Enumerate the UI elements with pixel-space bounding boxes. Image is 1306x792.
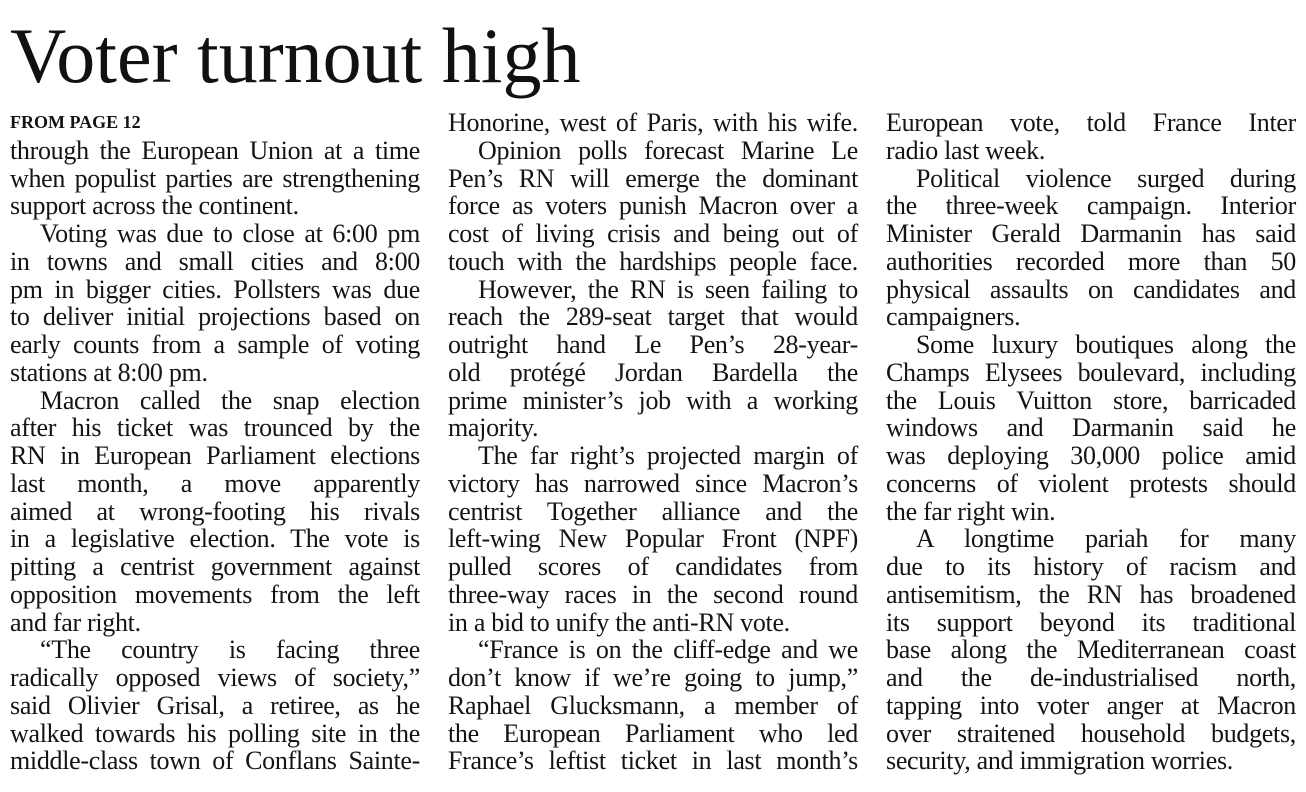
headline: Voter turnout high — [10, 12, 581, 99]
text-line: last month, a move apparently — [10, 468, 420, 498]
text-line: when populist parties are strengthening — [10, 163, 420, 193]
text-line: radio last week. — [886, 135, 1046, 165]
text-line: Some luxury boutiques along the — [916, 330, 1296, 359]
text-line: Opinion polls forecast Marine Le — [478, 135, 858, 165]
text-line: support across the continent. — [10, 191, 299, 221]
text-line: majority. — [448, 413, 539, 443]
text-line: “France is on the cliff-edge and we — [478, 635, 858, 665]
text-line: The far right’s projected margin of — [478, 441, 858, 470]
text-line: However, the RN is seen failing to — [478, 274, 858, 304]
text-line: antisemitism, the RN has broadened — [886, 579, 1296, 609]
text-line: and the de-industrialised north, — [886, 663, 1296, 692]
text-line: old protégé Jordan Bardella the — [448, 357, 858, 387]
text-line: after his ticket was trounced by the — [10, 413, 420, 443]
text-line: and far right. — [10, 607, 141, 637]
text-line: RN in European Parliament elections — [10, 441, 420, 470]
text-line: radically opposed views of society,” — [10, 663, 420, 692]
text-line: reach the 289-seat target that would — [448, 302, 858, 332]
text-line: pitting a centrist government against — [10, 552, 420, 581]
text-line: Voting was due to close at 6:00 pm — [40, 219, 420, 248]
text-line: pulled scores of candidates from — [448, 552, 858, 581]
text-line: don’t know if we’re going to jump,” — [448, 663, 858, 692]
text-line: was deploying 30,000 police amid — [886, 441, 1296, 470]
article-column — [448, 109, 858, 775]
text-line: Minister Gerald Darmanin has said — [886, 219, 1296, 248]
text-line: touch with the hardships people face. — [448, 246, 858, 276]
text-line: Raphael Glucksmann, a member of — [448, 690, 858, 720]
text-line: three-way races in the second round — [448, 579, 858, 609]
text-line: the European Parliament who led — [448, 718, 858, 748]
text-line: France’s leftist ticket in last month’s — [448, 746, 858, 776]
text-line: prime minister’s job with a working — [448, 385, 858, 415]
text-line: “The country is facing three — [40, 635, 420, 665]
text-line: aimed at wrong-footing his rivals — [10, 496, 420, 526]
text-line: authorities recorded more than 50 — [886, 246, 1296, 276]
text-line: through the European Union at a time — [10, 135, 420, 165]
text-line: pm in bigger cities. Pollsters was due — [10, 274, 420, 304]
text-line: middle-class town of Conflans Sainte- — [10, 746, 420, 776]
text-line: in a legislative election. The vote is — [10, 524, 420, 554]
text-line: European vote, told France Inter — [886, 108, 1296, 137]
text-line: its support beyond its traditional — [886, 607, 1296, 637]
text-line: opposition movements from the left — [10, 579, 420, 609]
text-line: early counts from a sample of voting — [10, 330, 420, 359]
text-line: in a bid to unify the anti-RN vote. — [448, 607, 790, 637]
text-line: concerns of violent protests should — [886, 468, 1296, 498]
text-line: force as voters punish Macron over a — [448, 191, 858, 221]
text-line: over straitened household budgets, — [886, 718, 1296, 748]
text-line: in towns and small cities and 8:00 — [10, 246, 420, 276]
article-column — [886, 109, 1296, 775]
text-line: security, and immigration worries. — [886, 746, 1233, 776]
text-line: Political violence surged during — [916, 163, 1296, 193]
text-line: the far right win. — [886, 496, 1056, 526]
kicker: FROM PAGE 12 — [10, 112, 141, 132]
text-line: Pen’s RN will emerge the dominant — [448, 163, 858, 193]
text-line: base along the Mediterranean coast — [886, 635, 1296, 665]
text-line: physical assaults on candidates and — [886, 274, 1296, 304]
text-line: said Olivier Grisal, a retiree, as he — [10, 690, 420, 720]
text-line: campaigners. — [886, 302, 1021, 332]
text-line: the three-week campaign. Interior — [886, 191, 1296, 221]
text-line: Honorine, west of Paris, with his wife. — [448, 108, 858, 137]
text-line: tapping into voter anger at Macron — [886, 690, 1296, 720]
text-line: windows and Darmanin said he — [886, 413, 1296, 443]
text-line: outright hand Le Pen’s 28-year- — [448, 330, 858, 359]
text-line: left-wing New Popular Front (NPF) — [448, 524, 858, 554]
text-line: cost of living crisis and being out of — [448, 219, 858, 248]
text-line: to deliver initial projections based on — [10, 302, 420, 332]
text-line: due to its history of racism and — [886, 552, 1296, 581]
text-line: victory has narrowed since Macron’s — [448, 468, 858, 498]
article-column — [10, 109, 420, 775]
text-line: walked towards his polling site in the — [10, 718, 420, 748]
text-line: A longtime pariah for many — [916, 524, 1296, 554]
text-line: Champs Elysees boulevard, including — [886, 357, 1296, 387]
text-line: stations at 8:00 pm. — [10, 357, 208, 387]
text-line: centrist Together alliance and the — [448, 496, 858, 526]
text-line: Macron called the snap election — [40, 385, 420, 415]
text-line: the Louis Vuitton store, barricaded — [886, 385, 1296, 415]
